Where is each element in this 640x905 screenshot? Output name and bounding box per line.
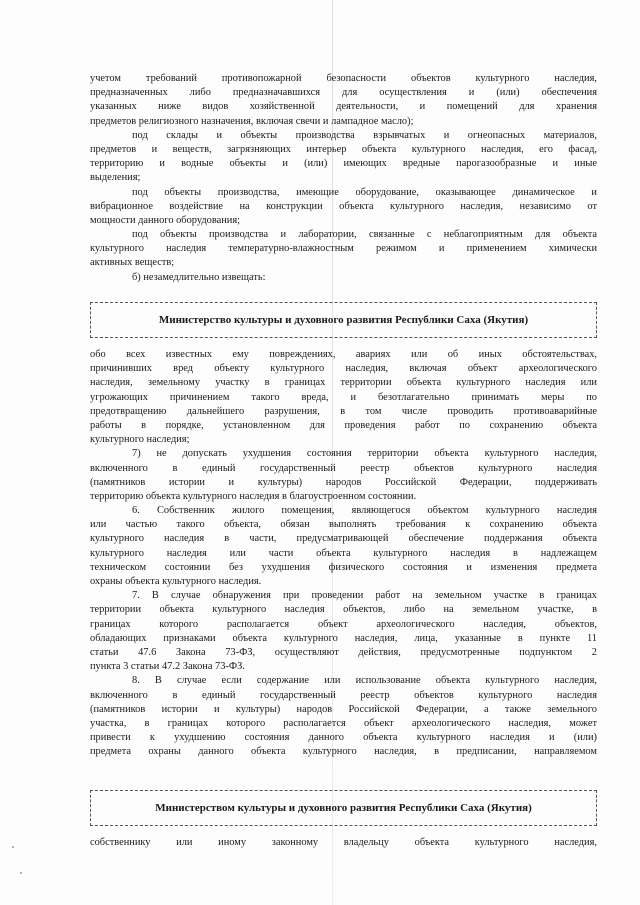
scan-speck [12,846,14,848]
text-line: (памятников истории и культуры) народов Российской Федерации, поддерживать [90,476,597,488]
text-line: территории объекта культурного наследия объектов, либо на земельном участке, в [90,604,597,616]
text-line: культурного наследия температурно-влажностным режимом и применением химически [90,243,597,255]
text-line: предметов религиозного назначения, включая свечи и лампадное масло); [90,115,414,127]
text-line: включенного в единый государственный реестр объектов культурного наследия [90,462,597,474]
text-line: указанных ниже видов хозяйственной деятельности, и помещений для хранения [90,101,597,113]
text-line: техническом состоянии без ухудшения физического состояния и изменения предмета [90,561,597,573]
text-line: границах которого располагается объект археологического наследия, объектов, [90,618,597,630]
text-line: учетом требований противопожарной безопасности объектов культурного наследия, [90,73,597,84]
text-line: территорию и водные объекты и (или) имеющих вредные парогазообразные и иные [90,158,597,170]
text-line: или частью такого объекта, обязан выполнять требования к сохранению объекта [90,519,597,531]
text-line: предметов и веществ, загрязняющих интерьер объекта культурного наследия, его фасад, [90,143,597,155]
text-line: под объекты производства и лаборатории, связанные с неблагоприятным для объекта [132,229,597,241]
text-line: б) незамедлительно извещать: [132,271,266,283]
text-block-top [90,72,597,285]
text-line: собственнику или иному законному владельцу объекта культурного наследия, [90,837,597,848]
banner-text: Министерство культуры и духовного развития Республики Саха (Якутия) [158,314,529,326]
text-line: культурного наследия в части, предусматривающей обеспечение поддержания объекта [90,533,597,545]
text-line: под объекты производства, имеющие оборудование, оказывающее динамическое и [132,186,597,198]
text-line: охраны объекта культурного наследия. [90,576,262,587]
text-block-middle [90,348,597,759]
stamp-banner-1 [90,302,597,338]
text-line: причинивших вред объекту культурного наследия, включая объект археологического [90,363,597,375]
text-block-bottom [90,836,597,850]
text-line: угрожающих причинением такого вреда, и безотлагательно принимать меры по [90,391,597,403]
text-line: предотвращению дальнейшего разрушения, в том числе проводить противоаварийные [90,405,597,417]
text-line: культурного наследия или части объекта культурного наследия в надлежащем [90,547,597,559]
stamp-banner-2 [90,790,597,826]
text-line: культурного наследия; [90,434,190,446]
scan-speck [20,872,22,874]
text-line: привести к ухудшению состояния данного объекта культурного наследия и (или) [90,732,597,744]
text-line: статьи 47.6 Закона 73-ФЗ, осуществляют действия, предусмотренные подпунктом 2 [90,646,597,658]
text-line: вибрационное воздействие на конструкции объекта культурного наследия, независимо от [90,200,597,212]
text-line: включенного в единый государственный реестр объектов культурного наследия [90,689,597,701]
text-line: территорию объекта культурного наследия в благоустроенном состоянии. [90,490,417,502]
text-line: работы в порядке, установленном для проведения работ по сохранению объекта [90,419,597,431]
text-line: предназначенных либо предназначавшихся для осуществления и (или) обеспечения [90,87,597,99]
banner-text: Министерством культуры и духовного развития Республики Саха (Якутия) [155,802,532,814]
text-line: (памятников истории и культуры) народов Российской Федерации, а также земельного [90,703,597,715]
text-line: активных веществ; [90,257,175,269]
text-line: обо всех известных ему повреждениях, авариях или об иных обстоятельствах, [90,349,597,360]
text-line: мощности данного оборудования; [90,214,241,226]
text-line: 8. В случае если содержание или использование объекта культурного наследия, [132,675,597,687]
text-line: под склады и объекты производства взрывчатых и огнеопасных материалов, [132,129,597,141]
text-line: 6. Собственник жилого помещения, являющегося объектом культурного наследия [132,505,597,517]
text-line: наследия, земельному участку в границах территории объекта культурного наследия или [90,377,597,389]
text-line: участка, в границах которого располагается объект археологического наследия, может [90,717,597,729]
text-line: предмета охраны данного объекта культурного наследия, в предписании, направляемом [90,746,597,758]
text-line: 7. В случае обнаружения при проведении работ на земельном участке в границах [132,590,597,602]
text-line: выделения; [90,172,141,184]
text-line: обладающих признаками объекта культурного наследия, лица, указанные в пункте 11 [90,632,597,644]
text-line: пункта 3 статьи 47.2 Закона 73-ФЗ. [90,661,245,673]
text-line: 7) не допускать ухудшения состояния территории объекта культурного наследия, [132,448,597,460]
